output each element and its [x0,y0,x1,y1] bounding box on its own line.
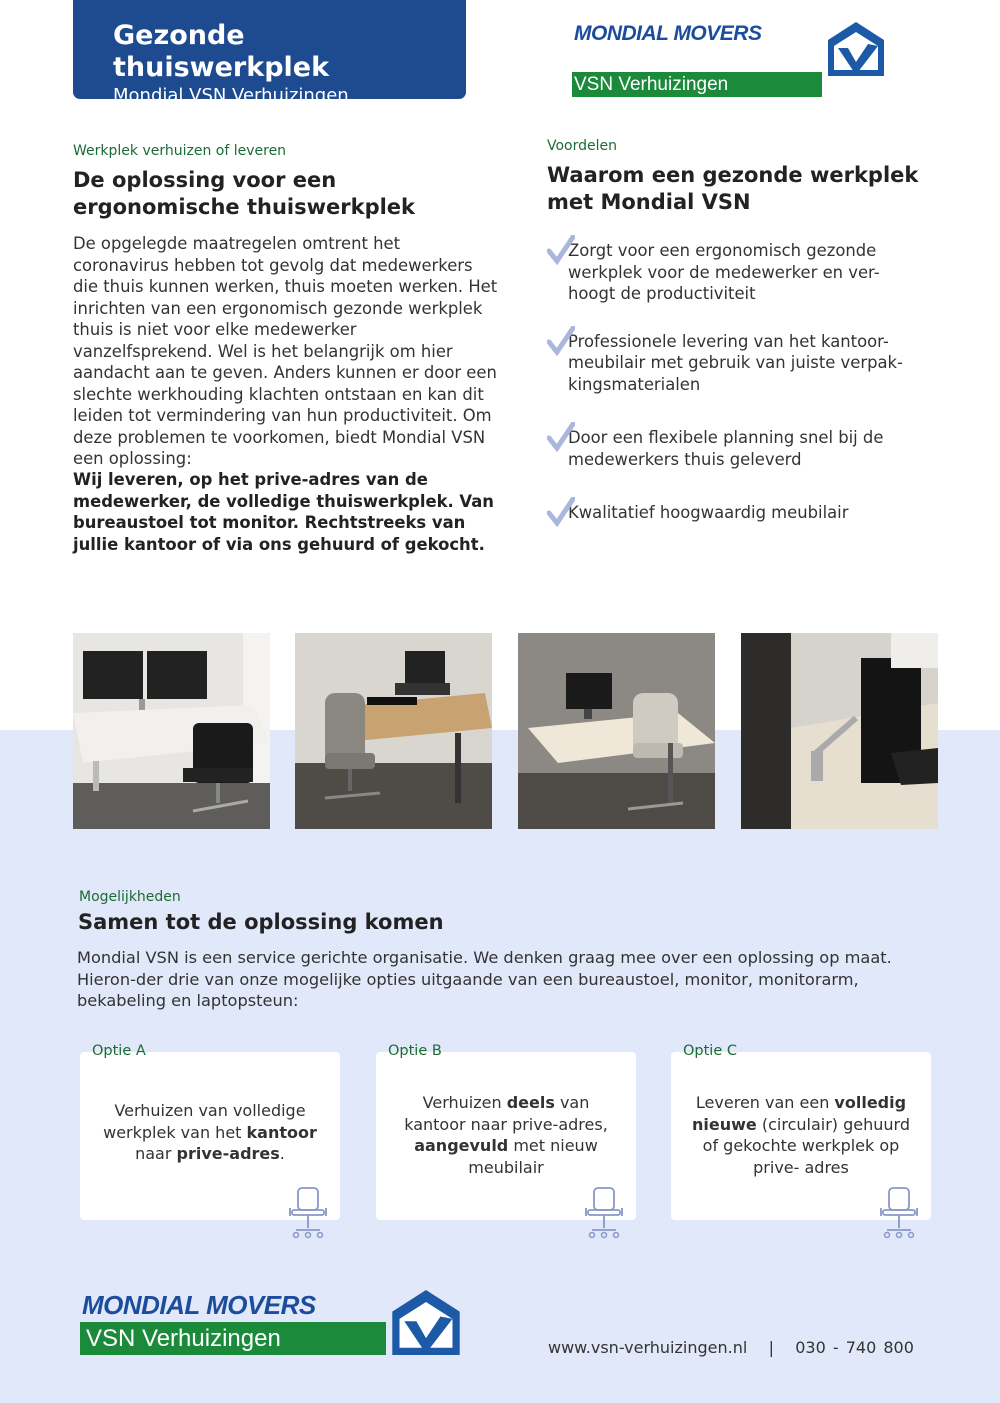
logo-bar-text: VSN Verhuizingen [80,1322,386,1355]
option-card-b [376,1043,636,1220]
logo-text: MONDIAL MOVERS [574,22,762,45]
left-eyebrow: Werkplek verhuizen of leveren [73,143,287,159]
right-eyebrow: Voordelen [547,138,618,154]
option-label: Optie B [388,1043,442,1059]
phone-number[interactable]: 030 - 740 800 [795,1338,914,1357]
workspace-photo-1 [73,633,270,829]
benefit-text: Door een flexibele planning snel bij de medewerkers thuis geleverd [568,428,884,469]
left-heading-line2: ergonomische thuiswerkplek [73,195,416,219]
right-heading-line2: met Mondial VSN [547,190,751,214]
workspace-photo-3 [518,633,715,829]
option-card-a [80,1043,340,1220]
right-heading [547,162,918,216]
checkmark-icon [547,497,575,527]
benefit-item [547,502,907,524]
option-label: Optie A [92,1043,146,1059]
right-heading-line1: Waarom een gezonde werkplek [547,163,919,187]
left-paragraph: De opgelegde maatregelen omtrent het coronavirus hebben tot gevolg dat medewerkers die thuis kunnen werken, thuis moeten werken. Het inrichten van een ergonomisch gezonde werkplek thuis is niet voor elke medewerker vanzelfsprekend. Wel is het belangrijk om hier aandacht aan te geven. Anders kunnen er door een slechte werkhouding klachten ontstaan en kan dit leiden tot vermindering van hun productiviteit. Om deze problemen te voorkomen, biedt Mondial VSN een oplossing: [73,234,498,468]
benefit-text: Kwalitatief hoogwaardig meubilair [568,503,849,522]
header-title-box [73,0,466,106]
options-heading: Samen tot de oplossing komen [78,910,444,934]
option-card-c [671,1043,931,1220]
benefit-item [547,427,907,470]
options-eyebrow: Mogelijkheden [79,889,181,905]
office-chair-icon [877,1186,921,1242]
office-chair-icon [286,1186,330,1242]
company-logo-bottom [80,1290,460,1356]
workspace-photo-4 [741,633,938,829]
logo-mark-icon [392,1290,460,1355]
logo-mark-icon [828,22,884,76]
logo-bar-text: VSN Verhuizingen [572,72,822,97]
benefit-item [547,331,907,396]
left-heading [73,167,415,221]
options-intro: Mondial VSN is een service gerichte organisatie. We denken graag mee over een oplossing op maat. Hieron-der drie van onze mogelijke opties uitgaande van een bureaustoel, monitor, monitorarm, bekabeling en laptopsteun: [77,948,892,1010]
option-text: Leveren van een volledig nieuwe (circulair) gehuurd of gekochte werkplek op prive- adres [692,1093,910,1177]
checkmark-icon [547,326,575,356]
checkmark-icon [547,422,575,452]
page-subtitle: Mondial VSN Verhuizingen [113,85,349,106]
option-text: Verhuizen deels van kantoor naar prive-adres, aangevuld met nieuw meubilair [404,1093,608,1177]
contact-separator: | [768,1338,774,1357]
website-link[interactable]: www.vsn-verhuizingen.nl [548,1338,748,1357]
option-text: Verhuizen van volledige werkplek van het kantoor naar prive-adres. [103,1101,317,1163]
benefit-text: Professionele levering van het kantoor-meubilair met gebruik van juiste verpak-kingsmaterialen [568,331,903,394]
benefit-text: Zorgt voor een ergonomisch gezonde werkplek voor de medewerker en ver-hoogt de productiviteit [568,241,880,303]
office-chair-icon [582,1186,626,1242]
benefit-item [547,240,907,305]
company-logo-top [572,22,884,95]
logo-text: MONDIAL MOVERS [82,1290,316,1320]
option-label: Optie C [683,1043,737,1059]
contact-line [548,1338,914,1357]
left-heading-line1: De oplossing voor een [73,168,337,192]
left-bold-paragraph: Wij leveren, op het prive-adres van de medewerker, de volledige thuiswerkplek. Van bureaustoel tot monitor. Rechtstreeks van jullie kantoor of via ons gehuurd of gekocht. [73,470,494,554]
page-title: Gezonde thuiswerkplek [113,20,330,83]
benefits-list [547,240,907,524]
checkmark-icon [547,235,575,265]
workspace-photo-2 [295,633,492,829]
